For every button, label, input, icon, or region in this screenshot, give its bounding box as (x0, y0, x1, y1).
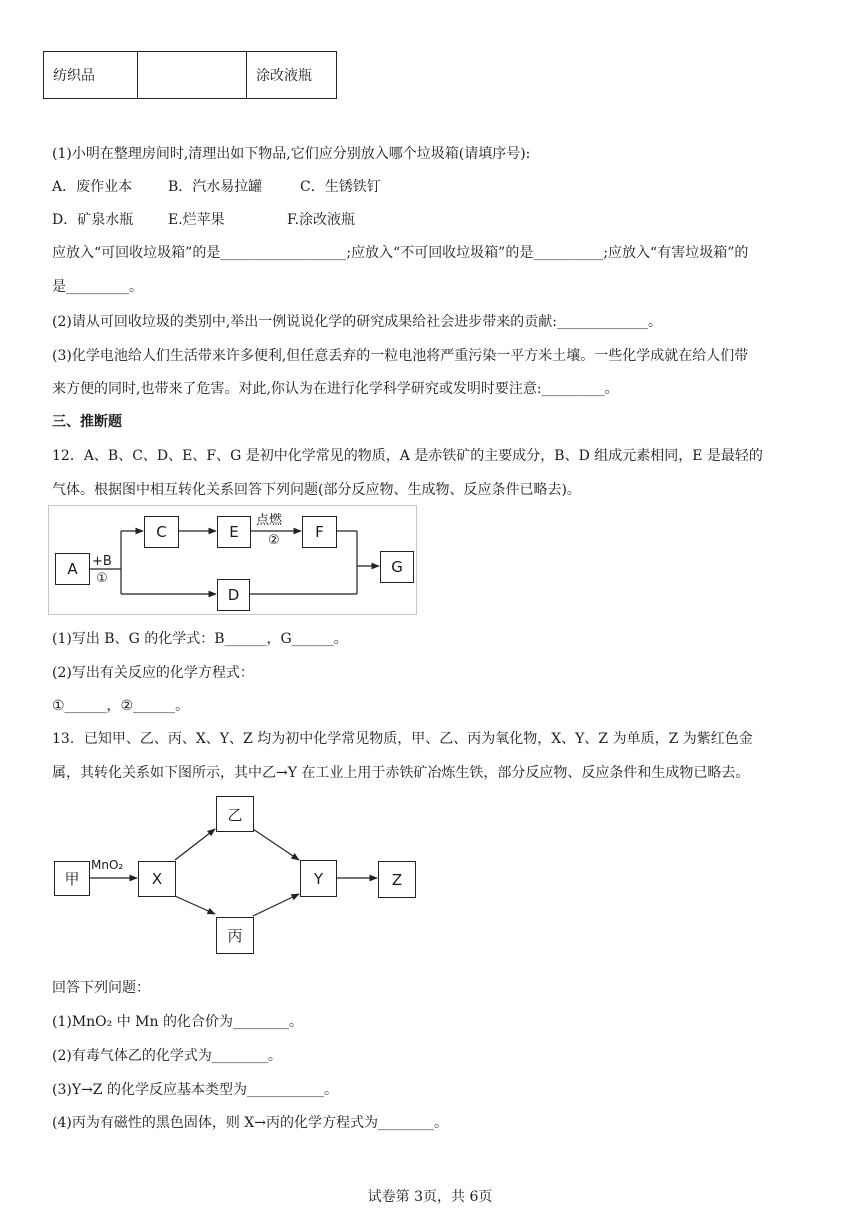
node-g: G (380, 551, 414, 583)
q13-stem: 属，其转化关系如下图所示，其中乙→Y 在工业上用于赤铁矿冶炼生铁，部分反应物、反应条件和生成物已略去。 (52, 765, 750, 781)
q11-option: A．废作业本 (52, 179, 133, 195)
label-reaction-1: ① (96, 571, 108, 586)
node-d: D (217, 579, 250, 611)
q11-option: B．汽水易拉罐 (168, 179, 263, 195)
q13-stem: 13．已知甲、乙、丙、X、Y、Z 均为初中化学常见物质，甲、乙、丙为氧化物，X、Y、Z 为单质，Z 为紫红色金 (52, 731, 753, 747)
page-footer: 试卷第 3页，共 6页 (367, 1189, 493, 1205)
section-title: 三、推断题 (52, 414, 122, 430)
label-reaction-2: ② (268, 533, 280, 548)
node-z: Z (378, 861, 416, 898)
table-cell: 纺织品 (44, 52, 138, 99)
q13-part3: (3)Y→Z 的化学反应基本类型为___________。 (52, 1082, 338, 1098)
q11-fill-line: 是_________。 (52, 279, 143, 295)
q11-part1: (1)小明在整理房间时,清理出如下物品,它们应分别放入哪个垃圾箱(请填序号): (52, 146, 531, 162)
q13-part1: (1)MnO₂ 中 Mn 的化合价为________。 (52, 1014, 303, 1030)
node-jia: 甲 (54, 861, 90, 896)
q12-stem: 12．A、B、C、D、E、F、G 是初中化学常见的物质，A 是赤铁矿的主要成分，B、D 组成元素相同，E 是最轻的 (52, 448, 763, 464)
q11-part2: (2)请从可回收垃圾的类别中,举出一例说说化学的研究成果给社会进步带来的贡献:_____________。 (52, 314, 662, 330)
q12-part2: (2)写出有关反应的化学方程式： (52, 665, 254, 681)
node-y: Y (300, 860, 337, 897)
node-f: F (302, 516, 337, 548)
node-yi: 乙 (216, 796, 254, 832)
table-cell: 涂改液瓶 (247, 52, 337, 99)
node-bing: 丙 (216, 917, 254, 954)
label-ignite: 点燃 (256, 513, 283, 528)
q12-part2-answer: ①______，②______。 (52, 698, 190, 714)
q11-option: E.烂苹果 (168, 212, 225, 228)
q11-option: D．矿泉水瓶 (52, 212, 134, 228)
q13-part2: (2)有毒气体乙的化学式为________。 (52, 1048, 282, 1064)
q11-fill-line: 应放入“可回收垃圾箱”的是__________________;应放入“不可回收垃圾箱”的是__________;应放入“有害垃圾箱”的 (52, 245, 749, 261)
q13-part4: (4)丙为有磁性的黑色固体，则 X→丙的化学方程式为________。 (52, 1115, 448, 1131)
label-mno2: MnO₂ (91, 858, 124, 872)
node-e: E (217, 516, 251, 548)
q12-part1: (1)写出 B、G 的化学式：B______，G______。 (52, 631, 348, 647)
q11-option: F.涂改液瓶 (287, 212, 355, 228)
q11-part3: (3)化学电池给人们生活带来许多便利,但任意丢弃的一粒电池将严重污染一平方米土壤。一些化学成就在给人们带 (52, 348, 749, 364)
node-c: C (144, 516, 179, 548)
label-plus-b: +B (92, 554, 112, 569)
q11-option: C．生锈铁钉 (300, 179, 381, 195)
node-a: A (55, 553, 90, 585)
q11-part3: 来方便的同时,也带来了危害。对此,你认为在进行化学科学研究或发明时要注意:_________。 (52, 381, 619, 397)
q12-stem: 气体。根据图中相互转化关系回答下列问题(部分反应物、生成物、反应条件已略去)。 (52, 482, 581, 498)
node-x: X (138, 861, 176, 897)
q13-prompt: 回答下列问题： (52, 980, 150, 996)
